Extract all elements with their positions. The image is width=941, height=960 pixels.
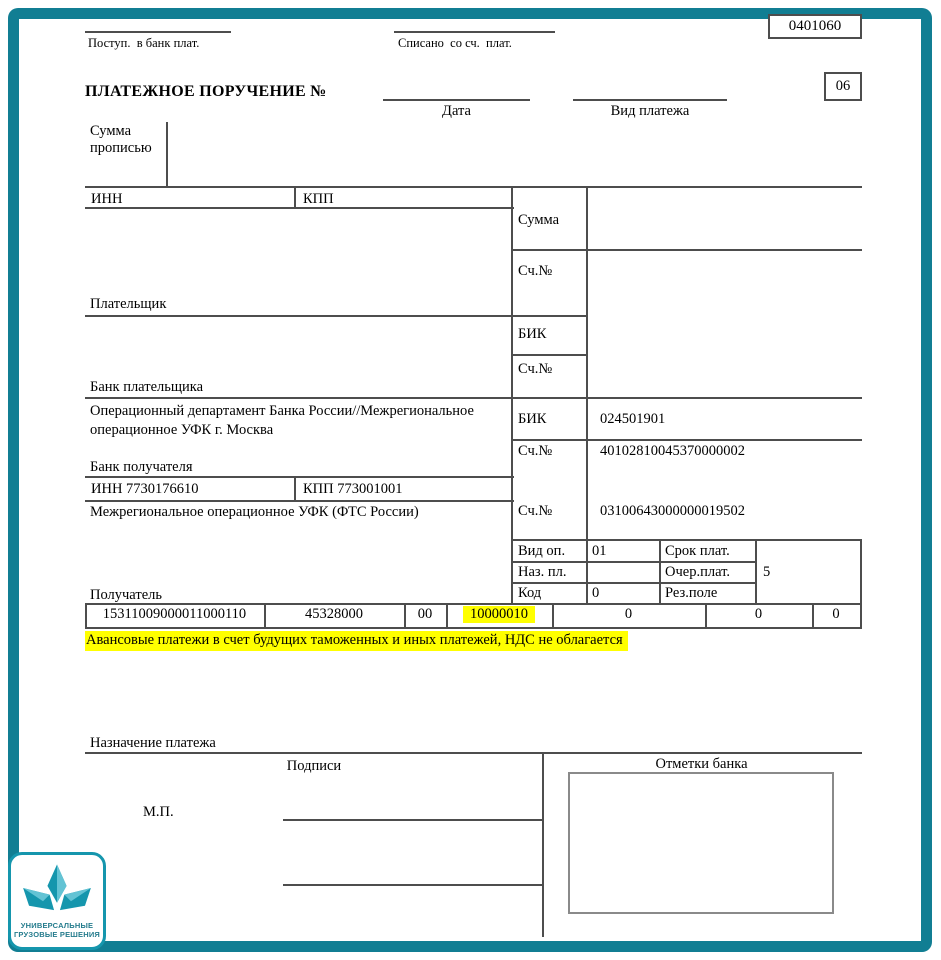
oktmo-cell: 45328000 <box>305 606 363 622</box>
receiver-label: Получатель <box>90 587 162 603</box>
receiver-name: Межрегиональное операционное УФК (ФТС России) <box>90 504 419 520</box>
crystal-logo-icon <box>20 863 94 916</box>
bank-marks-box <box>568 772 834 914</box>
divider <box>659 539 661 605</box>
doc-date-cell: 0 <box>754 606 763 622</box>
receiver-bank-label: Банк получателя <box>90 459 193 475</box>
highlighted-period-value: 10000010 <box>463 606 535 623</box>
receiver-bank-bik-label: БИК <box>518 411 547 427</box>
basis-cell: 00 <box>417 606 433 622</box>
receiver-bank-name: Операционный департамент Банка России//Межрегиональное операционное УФК г. Москва <box>90 403 474 438</box>
divider <box>85 31 231 33</box>
code-value: 0 <box>592 585 600 601</box>
payer-inn-label: ИНН <box>91 191 123 207</box>
receiver-bank-bik-value: 024501901 <box>600 411 666 427</box>
divider <box>85 397 862 399</box>
payer-account-label: Сч.№ <box>518 263 553 279</box>
divider <box>85 186 862 188</box>
form-code-box: 0401060 <box>768 14 862 39</box>
payment-purpose-text: Авансовые платежи в счет будущих таможенных и иных платежей, НДС не облагается <box>85 631 628 651</box>
period-cell-highlighted <box>446 606 552 628</box>
payer-label: Плательщик <box>90 296 167 312</box>
op-type-value: 01 <box>592 543 607 559</box>
priority-label: Очер.плат. <box>665 564 731 580</box>
reserve-field-label: Рез.поле <box>665 585 718 601</box>
payer-bank-bik-label: БИК <box>518 326 547 342</box>
divider <box>85 627 862 629</box>
sum-label: Сумма <box>518 212 560 228</box>
purpose-code-label: Наз. пл. <box>518 564 567 580</box>
receiver-account-label: Сч.№ <box>518 503 553 519</box>
receiver-bank-account-value: 40102810045370000002 <box>600 443 745 459</box>
status-code-box: 06 <box>824 72 862 101</box>
code-label: Код <box>518 585 542 601</box>
divider <box>383 99 530 101</box>
divider <box>511 561 757 563</box>
receiver-kpp-value: КПП 773001001 <box>303 481 403 497</box>
receiver-bank-account-label: Сч.№ <box>518 443 553 459</box>
divider <box>394 31 555 33</box>
receiver-inn-value: ИНН 7730176610 <box>91 481 199 497</box>
debited-from-account-label: Списано со сч. плат. <box>398 36 512 50</box>
divider <box>294 476 296 502</box>
payer-bank-label: Банк плательщика <box>90 379 204 395</box>
divider <box>85 207 514 209</box>
due-date-label: Срок плат. <box>665 543 730 559</box>
doc-number-cell: 0 <box>624 606 633 622</box>
divider <box>511 354 588 356</box>
divider <box>511 249 862 251</box>
op-type-label: Вид оп. <box>518 543 566 559</box>
received-in-bank-label: Поступ. в банк плат. <box>88 36 200 50</box>
divider <box>85 315 588 317</box>
stamp-place-label: М.П. <box>143 804 174 820</box>
divider <box>755 539 757 605</box>
divider <box>542 752 544 937</box>
divider <box>511 439 862 441</box>
logo-text-line2: ГРУЗОВЫЕ РЕШЕНИЯ <box>13 930 101 940</box>
divider <box>85 752 862 754</box>
divider <box>511 582 757 584</box>
document-title: ПЛАТЕЖНОЕ ПОРУЧЕНИЕ № <box>85 83 327 100</box>
kbk-cell: 15311009000011000110 <box>102 606 247 622</box>
receiver-account-value: 03100643000000019502 <box>600 503 745 519</box>
divider <box>573 99 727 101</box>
signatures-label: Подписи <box>286 758 342 774</box>
logo-text-line1: УНИВЕРСАЛЬНЫЕ <box>20 920 94 930</box>
logo-text <box>14 921 100 941</box>
payer-kpp-label: КПП <box>303 191 334 207</box>
divider <box>166 122 168 187</box>
divider <box>85 603 862 605</box>
priority-value: 5 <box>763 564 771 580</box>
divider <box>294 186 296 209</box>
divider <box>511 539 862 541</box>
payment-type-label: Вид платежа <box>610 103 690 119</box>
amount-in-words-label: Сумма прописью <box>90 123 152 157</box>
bank-marks-label: Отметки банка <box>655 756 748 772</box>
purpose-label: Назначение платежа <box>90 735 216 751</box>
company-logo <box>8 852 106 950</box>
payer-bank-account-label: Сч.№ <box>518 361 553 377</box>
signature-line <box>283 819 542 821</box>
date-label: Дата <box>442 103 471 119</box>
divider <box>85 476 514 478</box>
divider <box>860 539 862 629</box>
payment-kind-cell: 0 <box>832 606 840 622</box>
divider <box>85 500 514 502</box>
signature-line <box>283 884 542 886</box>
